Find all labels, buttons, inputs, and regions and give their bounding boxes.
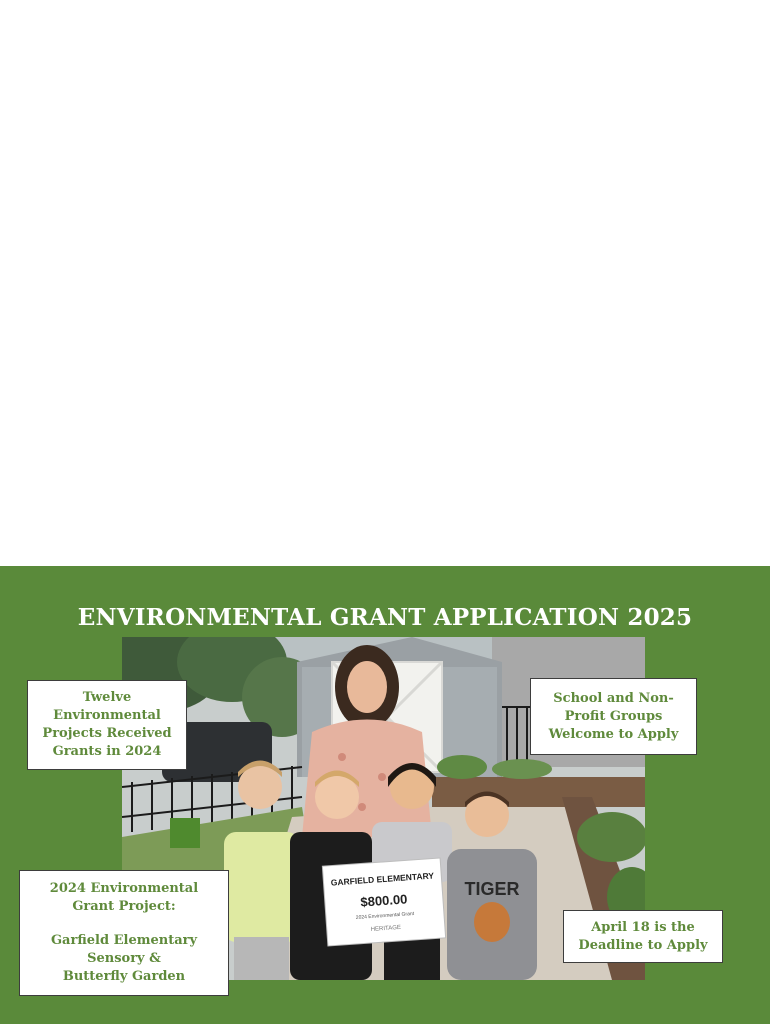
callout-line: April 18 is the: [591, 919, 695, 935]
callout-twelve-projects: [27, 680, 187, 770]
sign-logo: HERITAGE: [370, 924, 402, 933]
callout-line: 2024 Environmental: [49, 881, 199, 896]
callout-line: Twelve: [82, 690, 132, 705]
callout-line: Garfield Elementary: [50, 933, 198, 948]
page-title: ENVIRONMENTAL GRANT APPLICATION 2025: [77, 604, 693, 631]
callout-line: Welcome to Apply: [548, 726, 679, 742]
callout-school-groups: [530, 678, 697, 755]
callout-line: Environmental: [53, 708, 161, 723]
sign-amount: $800.00: [359, 891, 408, 910]
callout-line: Butterfly Garden: [62, 969, 186, 984]
sign-title: GARFIELD ELEMENTARY: [330, 870, 435, 888]
callout-line: Sensory &: [87, 951, 161, 966]
callout-line: Profit Groups: [564, 708, 663, 724]
callout-line: School and Non-: [553, 690, 674, 706]
callout-line: Grant Project:: [72, 899, 176, 914]
callout-line: Projects Received: [42, 726, 172, 741]
green-square-decoration: [170, 818, 200, 848]
shirt-text: TIGER: [464, 879, 520, 899]
callout-line: Deadline to Apply: [578, 937, 708, 953]
callout-2024-project: [19, 870, 229, 996]
sign-caption: 2024 Environmental Grant: [355, 910, 415, 921]
callout-deadline: [563, 910, 723, 963]
callout-line: Grants in 2024: [52, 744, 162, 759]
